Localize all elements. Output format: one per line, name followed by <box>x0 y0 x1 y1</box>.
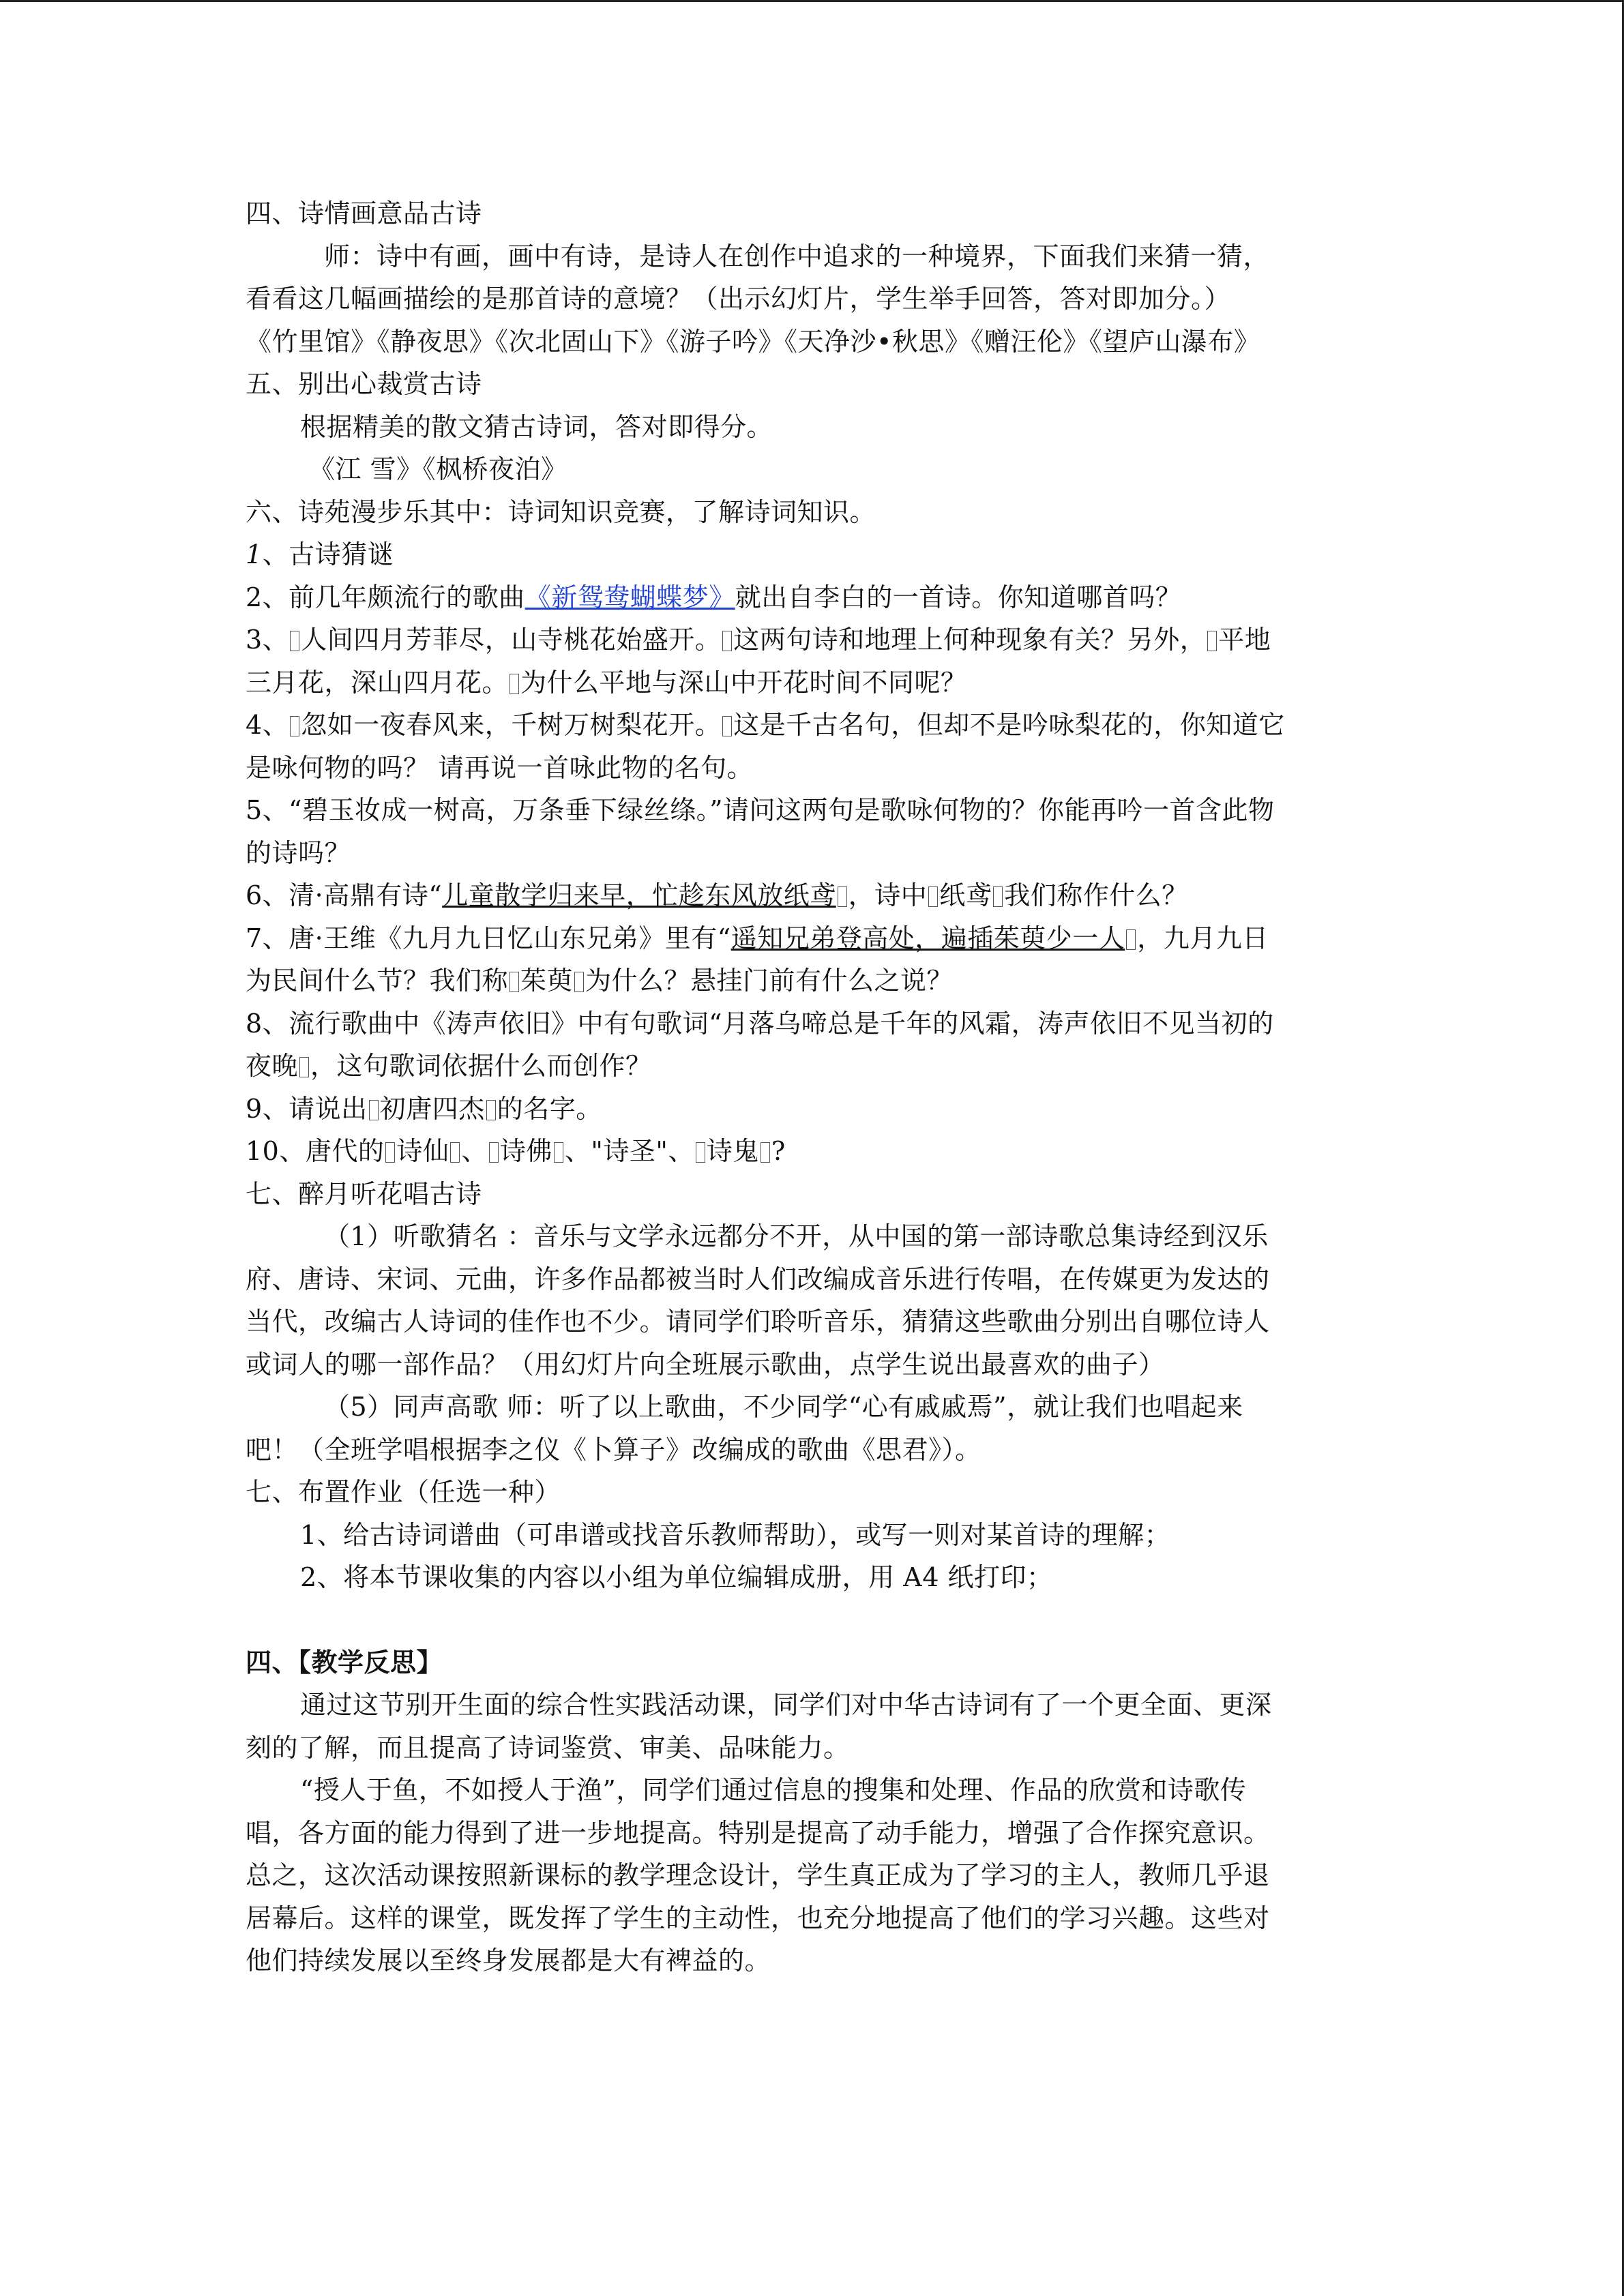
missing-glyph-box <box>489 1142 499 1163</box>
missing-glyph-box <box>1126 929 1136 950</box>
list-item: 1、古诗猜谜 <box>246 539 394 569</box>
paragraph-line: 居幕后。这样的课堂，既发挥了学生的主动性，也充分地提高了他们的学习兴趣。这些对 <box>246 1903 1270 1933</box>
paragraph-line: 根据精美的散文猜古诗词，答对即得分。 <box>300 411 773 442</box>
paragraph-line: 总之，这次活动课按照新课标的教学理念设计，学生真正成为了学习的主人，教师几乎退 <box>246 1860 1270 1890</box>
missing-glyph-box <box>696 1142 705 1163</box>
list-item: 6、清·高鼎有诗“儿童散学归来早，忙趁东风放纸鸢 ，诗中 纸鸢 我们称作什么？ <box>246 880 1188 910</box>
missing-glyph-box <box>838 886 847 907</box>
paragraph-line: 刻的了解，而且提高了诗词鉴赏、审美、品味能力。 <box>246 1732 850 1763</box>
missing-glyph-box <box>290 631 299 651</box>
list-item: 3、 人间四月芳菲尽，山寺桃花始盛开。 这两句诗和地理上何种现象有关？另外， 平地 <box>246 625 1271 655</box>
list-item: 5、“碧玉妆成一树高，万条垂下绿丝绦。”请问这两句是歌咏何物的？你能再吟一首含此物 <box>246 795 1275 825</box>
list-item: 1、给古诗词谱曲（可串谱或找音乐教师帮助），或写一则对某首诗的理解； <box>300 1519 1171 1550</box>
section-heading-7: 七、醉月听花唱古诗 <box>246 1178 482 1209</box>
poem-title-list: 《江 雪》《枫桥夜泊》 <box>309 454 567 484</box>
page-border-top <box>0 0 1624 2</box>
paragraph-line: 看看这几幅画描绘的是那首诗的意境？（出示幻灯片，学生举手回答，答对即加分。） <box>246 284 1231 314</box>
underlined-quote: 儿童散学归来早，忙趁东风放纸鸢 <box>442 880 836 910</box>
missing-glyph-box <box>574 972 584 992</box>
paragraph-line: 府、唐诗、宋词、元曲，许多作品都被当时人们改编成音乐进行传唱，在传媒更为发达的 <box>246 1264 1270 1294</box>
list-item: 9、请说出 初唐四杰 的名字。 <box>246 1093 602 1124</box>
missing-glyph-box <box>450 1142 460 1163</box>
paragraph-line: 通过这节别开生面的综合性实践活动课，同学们对中华古诗词有了一个更全面、更深 <box>300 1690 1272 1720</box>
missing-glyph-box <box>993 886 1003 907</box>
list-item-continued: 三月花，深山四月花。 为什么平地与深山中开花时间不同呢？ <box>246 667 967 698</box>
paragraph-line: 吧！（全班学唱根据李之仪《卜算子》改编成的歌曲《思君》）。 <box>246 1434 981 1465</box>
list-item-continued: 的诗吗？ <box>246 837 351 868</box>
section-heading-homework: 七、布置作业（任选一种） <box>246 1477 561 1507</box>
song-link[interactable]: 《新鸳鸯蝴蝶梦》 <box>525 582 735 612</box>
paragraph-line: 唱，各方面的能力得到了进一步地提高。特别是提高了动手能力，增强了合作探究意识。 <box>246 1817 1270 1848</box>
missing-glyph-box <box>299 1057 309 1077</box>
paragraph-line: 当代，改编古人诗词的佳作也不少。请同学们聆听音乐，猜猜这些歌曲分别出自哪位诗人 <box>246 1307 1270 1337</box>
missing-glyph-box <box>1207 631 1217 651</box>
list-item: 2、将本节课收集的内容以小组为单位编辑成册，用 A4 纸打印； <box>300 1562 1053 1592</box>
poem-title-list: 《竹里馆》《静夜思》《次北固山下》《游子吟》《天净沙•秋思》《赠汪伦》《望庐山瀑布》 <box>246 326 1260 357</box>
missing-glyph-box <box>928 886 938 907</box>
section-heading-5: 五、别出心裁赏古诗 <box>246 369 482 399</box>
list-item: 2、前几年颇流行的歌曲《新鸳鸯蝴蝶梦》就出自李白的一首诗。你知道哪首吗？ <box>246 582 1182 612</box>
paragraph-line: （1）听歌猜名 ：音乐与文学永远都分不开，从中国的第一部诗歌总集诗经到汉乐 <box>324 1221 1269 1251</box>
list-item: 4、 忽如一夜春风来，千树万树梨花开。 这是千古名句，但却不是吟咏梨花的，你知道它 <box>246 710 1285 740</box>
list-item: 10、唐代的 诗仙 、 诗佛 、"诗圣"、 诗鬼 ? <box>246 1136 786 1166</box>
underlined-quote: 遥知兄弟登高处，遍插茱萸少一人 <box>730 923 1125 953</box>
list-item-continued: 是咏何物的吗？ 请再说一首咏此物的名句。 <box>246 752 754 783</box>
paragraph-line: 师：诗中有画，画中有诗，是诗人在创作中追求的一种境界，下面我们来猜一猜， <box>324 241 1270 271</box>
paragraph-line: （5）同声高歌 师：听了以上歌曲，不少同学“心有戚戚焉”，就让我们也唱起来 <box>324 1392 1243 1422</box>
missing-glyph-box <box>554 1142 563 1163</box>
missing-glyph-box <box>510 674 519 694</box>
section-heading-reflection: 四、【教学反思】 <box>246 1646 443 1678</box>
list-item: 7、唐·王维《九月九日忆山东兄弟》里有“遥知兄弟登高处，遍插茱萸少一人 ，九月九日 <box>246 923 1269 953</box>
missing-glyph-box <box>385 1142 395 1163</box>
list-item-continued: 夜晚 ，这句歌词依据什么而创作？ <box>246 1051 652 1081</box>
paragraph-line: 他们持续发展以至终身发展都是大有裨益的。 <box>246 1945 771 1976</box>
missing-glyph-box <box>369 1100 379 1120</box>
missing-glyph-box <box>486 1100 496 1120</box>
blank-line <box>246 1599 1381 1641</box>
paragraph-line: 或词人的哪一部作品？（用幻灯片向全班展示歌曲，点学生说出最喜欢的曲子） <box>246 1349 1165 1380</box>
missing-glyph-box <box>722 716 732 736</box>
missing-glyph-box <box>290 716 299 736</box>
missing-glyph-box <box>510 972 519 992</box>
paragraph-line: “授人于鱼，不如授人于渔”，同学们通过信息的搜集和处理、作品的欣赏和诗歌传 <box>300 1775 1247 1805</box>
missing-glyph-box <box>761 1142 770 1163</box>
document-body <box>246 192 1381 1982</box>
section-heading-4: 四、诗情画意品古诗 <box>246 198 482 228</box>
missing-glyph-box <box>722 631 732 651</box>
list-item: 8、流行歌曲中《涛声依旧》中有句歌词“月落乌啼总是千年的风霜，涛声依旧不见当初的 <box>246 1008 1274 1039</box>
section-heading-6: 六、诗苑漫步乐其中：诗词知识竞赛，了解诗词知识。 <box>246 496 876 527</box>
list-item-continued: 为民间什么节？我们称 茱萸 为什么？悬挂门前有什么之说？ <box>246 966 954 996</box>
